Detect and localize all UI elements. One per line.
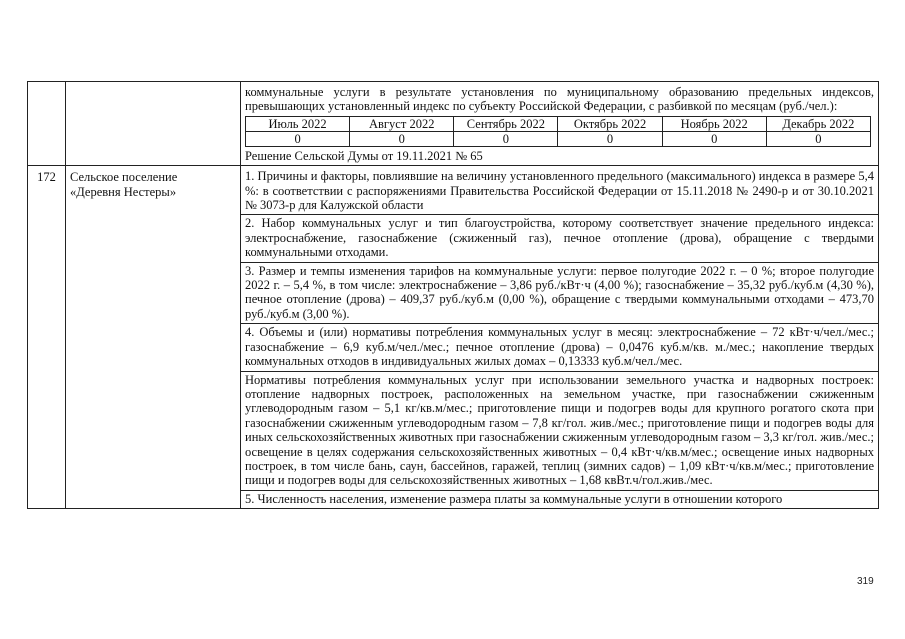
month-value: 0 bbox=[766, 131, 870, 146]
month-header: Октябрь 2022 bbox=[558, 116, 662, 131]
settlement-title: «Деревня Нестеры» bbox=[70, 184, 177, 199]
settlement-name bbox=[66, 166, 241, 509]
month-value: 0 bbox=[246, 131, 350, 146]
month-value: 0 bbox=[454, 131, 558, 146]
tariff-table bbox=[27, 81, 879, 509]
month-value: 0 bbox=[558, 131, 662, 146]
monthly-payments-table bbox=[245, 116, 871, 147]
month-header: Декабрь 2022 bbox=[766, 116, 870, 131]
settlement-type: Сельское поселение bbox=[70, 170, 178, 185]
paragraph-volumes: 4. Объемы и (или) нормативы потребления коммунальных услуг в месяц: электроснабжение – 72 кВт·ч/чел./мес.; газоснабжение – 6,9 куб.м/чел./мес.; печное отопление (дрова) – 0,0476 куб.м/кв. м./мес.; накопление твердых коммунальных отходов в индивидуальных жилых домах – 0,13333 куб.м/чел./мес. bbox=[241, 323, 878, 370]
table-row bbox=[28, 166, 879, 509]
row-number-cell bbox=[28, 82, 66, 166]
month-header: Сентябрь 2022 bbox=[454, 116, 558, 131]
table-row bbox=[28, 82, 879, 166]
month-value: 0 bbox=[350, 131, 454, 146]
month-value: 0 bbox=[662, 131, 766, 146]
page-number: 319 bbox=[857, 576, 874, 587]
description-cell bbox=[241, 166, 879, 509]
month-header: Июль 2022 bbox=[246, 116, 350, 131]
paragraph-tariffs: 3. Размер и темпы изменения тарифов на коммунальные услуги: первое полугодие 2022 г. – 0 %; второе полугодие 2022 г. – 5,4 %, в том числе: электроснабжение – 3,86 руб./кВт·ч (4,00 %); газоснабжение – 35,32 руб./куб.м (4,30 %), печное отопление (дрова) – 409,37 руб./куб.м (0,00 %), обращение с твердыми коммунальными отходами – 473,70 руб./куб.м (3,00 %). bbox=[241, 262, 878, 324]
decision-text: Решение Сельской Думы от 19.11.2021 № 65 bbox=[245, 148, 483, 163]
month-header: Август 2022 bbox=[350, 116, 454, 131]
row-number: 172 bbox=[28, 166, 66, 509]
description-cell bbox=[241, 82, 879, 166]
values-row bbox=[246, 131, 871, 146]
intro-text: коммунальные услуги в результате установления по муниципальному образованию предельных индексов, превышающих установленный индекс по субъекту Российской Федерации, с разбивкой по месяцам (руб./чел.): bbox=[245, 85, 874, 114]
month-header: Ноябрь 2022 bbox=[662, 116, 766, 131]
paragraph-population: 5. Численность населения, изменение размера платы за коммунальные услуги в отношении которого bbox=[241, 490, 878, 508]
document-page bbox=[27, 81, 879, 509]
paragraph-land-norms: Нормативы потребления коммунальных услуг при использовании земельного участка и надворных построек: отопление надворных построек, расположенных на земельном участке, при газоснабжении сжиженным углеводородным газом – 5,1 кг/кв.м/мес.; приготовление пищи и подогрев воды для крупного рогатого скота при газоснабжении сжиженным углеводородным газом – 7,8 кг/гол. жив./мес.; приготовление пищи и подогрев воды для иных сельскохозяйственных животных при газоснабжении сжиженным углеводородным газом – 3,3 кг/гол. жив./мес.; освещение в целях содержания сельскохозяйственных животных – 0,4 кВт·ч/кв.м/мес.; освещение иных надворных построек, в том числе бань, саун, бассейнов, гаражей, теплиц (зимних садов) – 1,09 кВт·ч/кв.м/мес.; приготовление пищи и подогрев воды для сельскохозяйственных животных – 1,68 квВт.ч/гол.жив./мес. bbox=[241, 371, 878, 490]
months-header-row bbox=[246, 116, 871, 131]
paragraph-services: 2. Набор коммунальных услуг и тип благоустройства, которому соответствует значение предельного индекса: электроснабжение, газоснабжение (сжиженный газ), печное отопление (дрова), обращение с твердыми коммунальными отходами. bbox=[241, 214, 878, 261]
settlement-cell bbox=[66, 82, 241, 166]
paragraph-reasons: 1. Причины и факторы, повлиявшие на величину установленного предельного (максимального) индекса в размере 5,4 %: в соответствии с распоряжениями Правительства Российской Федерации от 15.11.2018 № 2490-р и от 30.10.2021 № 3073-р для Калужской области bbox=[245, 169, 874, 213]
